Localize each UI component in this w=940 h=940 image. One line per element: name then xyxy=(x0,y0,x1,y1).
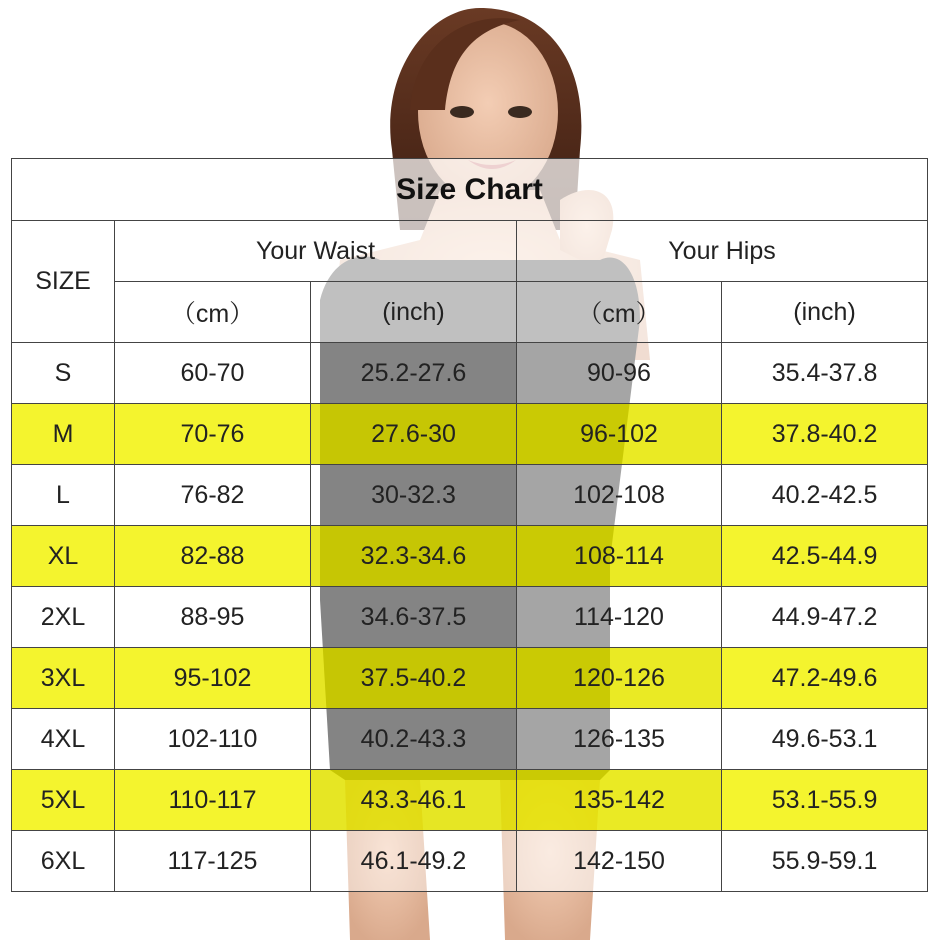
hips-inch-cell: 42.5-44.9 xyxy=(722,526,928,587)
hips-inch-cell: 55.9-59.1 xyxy=(722,831,928,892)
waist-cm-cell: 76-82 xyxy=(115,465,311,526)
hips-cm-cell: 90-96 xyxy=(517,343,722,404)
hips-cm-cell: 126-135 xyxy=(517,709,722,770)
waist-cm-cell: 88-95 xyxy=(115,587,311,648)
waist-cm-cell: 102-110 xyxy=(115,709,311,770)
size-cell: 4XL xyxy=(12,709,115,770)
waist-cm-cell: 60-70 xyxy=(115,343,311,404)
hips-cm-cell: 135-142 xyxy=(517,770,722,831)
waist-inch-cell: 46.1-49.2 xyxy=(311,831,517,892)
waist-inch-cell: 43.3-46.1 xyxy=(311,770,517,831)
waist-inch-cell: 40.2-43.3 xyxy=(311,709,517,770)
hips-cm-cell: 96-102 xyxy=(517,404,722,465)
size-header: SIZE xyxy=(12,221,115,343)
hips-inch-cell: 40.2-42.5 xyxy=(722,465,928,526)
size-cell: S xyxy=(12,343,115,404)
waist-cm-cell: 82-88 xyxy=(115,526,311,587)
chart-title: Size Chart xyxy=(12,159,928,221)
waist-inch-cell: 32.3-34.6 xyxy=(311,526,517,587)
size-chart-table xyxy=(11,158,928,892)
size-row-l xyxy=(12,465,928,526)
size-row-s xyxy=(12,343,928,404)
hips-inch-cell: 47.2-49.6 xyxy=(722,648,928,709)
hips-cm-header: （cm） xyxy=(517,282,722,343)
size-row-5xl xyxy=(12,770,928,831)
waist-inch-cell: 34.6-37.5 xyxy=(311,587,517,648)
waist-inch-header: (inch) xyxy=(311,282,517,343)
size-cell: 6XL xyxy=(12,831,115,892)
hips-cm-cell: 108-114 xyxy=(517,526,722,587)
size-cell: 3XL xyxy=(12,648,115,709)
hips-cm-cell: 102-108 xyxy=(517,465,722,526)
hips-inch-cell: 35.4-37.8 xyxy=(722,343,928,404)
size-row-xl xyxy=(12,526,928,587)
hips-header: Your Hips xyxy=(517,221,928,282)
hips-cm-cell: 142-150 xyxy=(517,831,722,892)
size-row-2xl xyxy=(12,587,928,648)
waist-inch-cell: 37.5-40.2 xyxy=(311,648,517,709)
hips-inch-cell: 44.9-47.2 xyxy=(722,587,928,648)
size-cell: M xyxy=(12,404,115,465)
waist-cm-cell: 70-76 xyxy=(115,404,311,465)
size-row-m xyxy=(12,404,928,465)
size-row-6xl xyxy=(12,831,928,892)
size-cell: 5XL xyxy=(12,770,115,831)
waist-cm-cell: 110-117 xyxy=(115,770,311,831)
waist-inch-cell: 30-32.3 xyxy=(311,465,517,526)
waist-cm-cell: 117-125 xyxy=(115,831,311,892)
size-cell: XL xyxy=(12,526,115,587)
size-cell: L xyxy=(12,465,115,526)
waist-inch-cell: 27.6-30 xyxy=(311,404,517,465)
hips-inch-cell: 37.8-40.2 xyxy=(722,404,928,465)
size-cell: 2XL xyxy=(12,587,115,648)
waist-inch-cell: 25.2-27.6 xyxy=(311,343,517,404)
hips-inch-cell: 53.1-55.9 xyxy=(722,770,928,831)
waist-cm-header: （cm） xyxy=(115,282,311,343)
size-row-4xl xyxy=(12,709,928,770)
hips-cm-cell: 120-126 xyxy=(517,648,722,709)
waist-cm-cell: 95-102 xyxy=(115,648,311,709)
hips-inch-cell: 49.6-53.1 xyxy=(722,709,928,770)
hips-inch-header: (inch) xyxy=(722,282,928,343)
waist-header: Your Waist xyxy=(115,221,517,282)
size-row-3xl xyxy=(12,648,928,709)
hips-cm-cell: 114-120 xyxy=(517,587,722,648)
